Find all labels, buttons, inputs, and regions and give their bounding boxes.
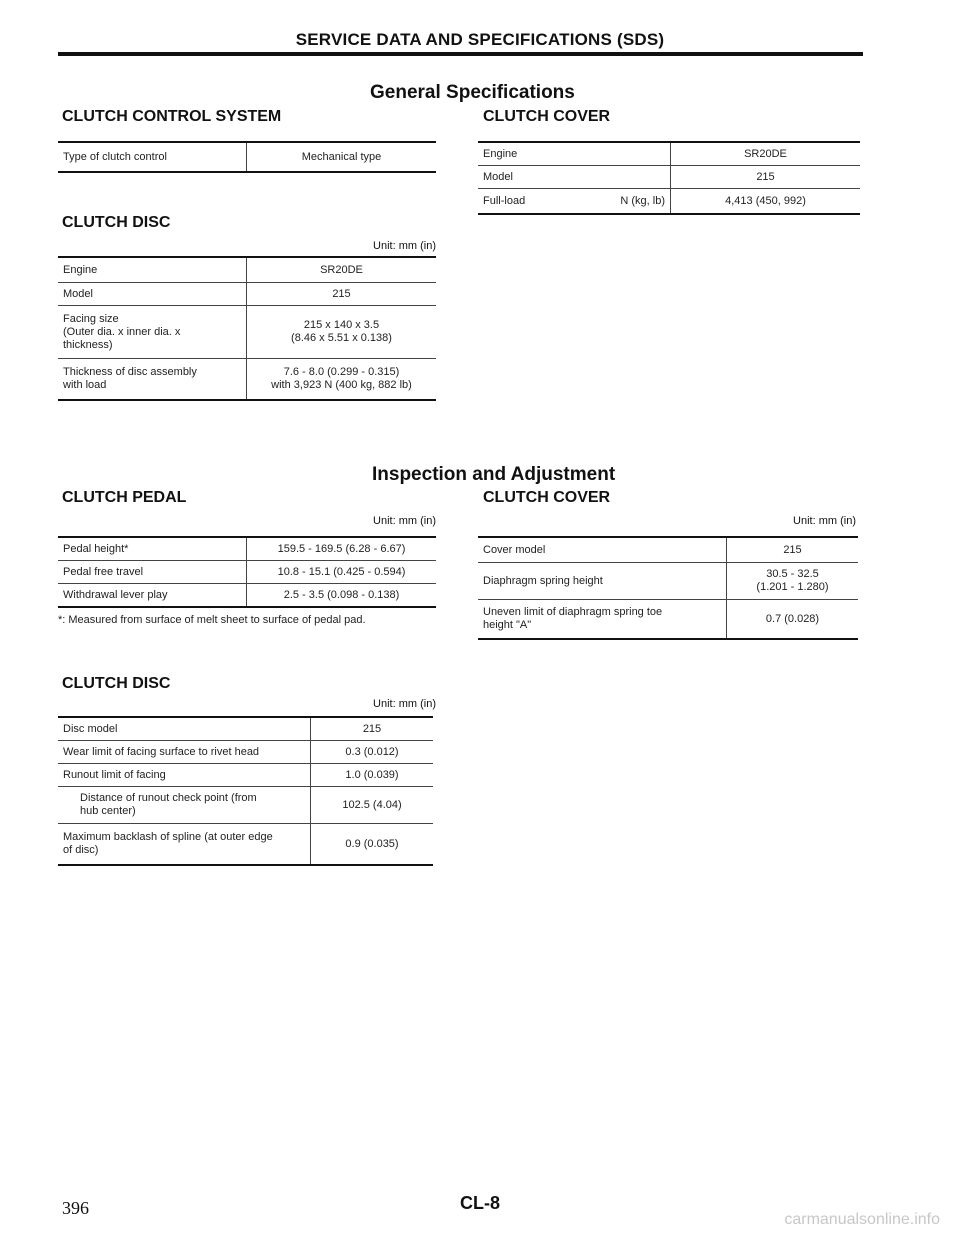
header-rule	[58, 52, 863, 56]
general-clutch-disc-table	[58, 256, 436, 401]
table-row	[58, 764, 433, 787]
inspection-clutch-disc-table	[58, 716, 433, 866]
table-row	[58, 561, 436, 584]
row-unit: N (kg, lb)	[620, 194, 665, 207]
row-label: Pedal free travel	[58, 561, 247, 584]
clutch-pedal-title: CLUTCH PEDAL	[62, 489, 187, 506]
general-clutch-disc-unit: Unit: mm (in)	[373, 240, 436, 252]
row-value: 4,413 (450, 992)	[671, 189, 861, 215]
watermark: carmanualsonline.info	[784, 1211, 940, 1228]
table-row	[58, 824, 433, 866]
row-label: Type of clutch control	[63, 150, 167, 163]
row-value: 215	[727, 537, 859, 563]
clutch-control-table	[58, 141, 436, 173]
row-label: Runout limit of facing	[58, 764, 311, 787]
row-value: 215	[671, 166, 861, 189]
table-row	[478, 563, 858, 600]
row-label-text: Full-load	[483, 194, 526, 207]
general-clutch-cover-title: CLUTCH COVER	[483, 108, 611, 125]
table-row	[478, 142, 860, 166]
inspection-clutch-cover-table	[478, 536, 858, 640]
table-row	[58, 537, 436, 561]
row-label: Wear limit of facing surface to rivet head	[58, 741, 311, 764]
row-value: 7.6 - 8.0 (0.299 - 0.315) with 3,923 N (400 kg, 882 lb)	[247, 359, 437, 401]
inspection-clutch-disc-title: CLUTCH DISC	[62, 675, 171, 692]
clutch-control-system-title: CLUTCH CONTROL SYSTEM	[62, 108, 282, 125]
row-label	[478, 142, 671, 166]
table-row	[58, 359, 436, 401]
row-label-text: Model	[483, 170, 513, 183]
row-value: 1.0 (0.039)	[311, 764, 434, 787]
inspection-clutch-cover-title: CLUTCH COVER	[483, 489, 611, 506]
row-label: Withdrawal lever play	[63, 588, 168, 601]
row-value: 30.5 - 32.5 (1.201 - 1.280)	[727, 563, 859, 600]
row-label: Engine	[58, 257, 247, 283]
row-label: Cover model	[478, 537, 727, 563]
table-row	[58, 717, 433, 741]
row-label: Distance of runout check point (from hub center)	[58, 787, 311, 824]
row-label: Uneven limit of diaphragm spring toe height "A"	[483, 606, 663, 631]
table-row	[58, 142, 436, 172]
inspection-clutch-disc-unit: Unit: mm (in)	[373, 698, 436, 710]
table-row	[58, 257, 436, 283]
table-row	[478, 537, 858, 563]
general-clutch-cover-table	[478, 141, 860, 215]
row-value: Mechanical type	[247, 142, 437, 172]
row-label: Thickness of disc assembly with load	[63, 366, 197, 391]
row-value: SR20DE	[247, 257, 437, 283]
row-value: 0.9 (0.035)	[311, 824, 434, 866]
row-value: 215	[247, 283, 437, 306]
general-specifications-title: General Specifications	[370, 82, 575, 103]
clutch-pedal-footnote: *: Measured from surface of melt sheet to surface of pedal pad.	[58, 614, 366, 626]
page-number: 396	[62, 1198, 89, 1218]
table-row	[478, 189, 860, 215]
row-label: Disc model	[58, 717, 311, 741]
row-label	[478, 189, 671, 215]
row-label: Pedal height*	[58, 537, 247, 561]
row-label: Maximum backlash of spline (at outer edge of disc)	[63, 831, 273, 856]
table-row	[58, 306, 436, 359]
row-value: 159.5 - 169.5 (6.28 - 6.67)	[247, 537, 437, 561]
row-label	[478, 166, 671, 189]
row-label-text: Engine	[483, 147, 518, 160]
general-clutch-disc-title: CLUTCH DISC	[62, 214, 171, 231]
row-value: 0.3 (0.012)	[311, 741, 434, 764]
table-row	[58, 584, 436, 608]
clutch-pedal-unit: Unit: mm (in)	[373, 515, 436, 527]
table-row	[58, 787, 433, 824]
row-label: Model	[58, 283, 247, 306]
page-header: SERVICE DATA AND SPECIFICATIONS (SDS)	[295, 30, 665, 49]
table-row	[478, 600, 858, 640]
row-value: 0.7 (0.028)	[727, 600, 859, 640]
row-value: 102.5 (4.04)	[311, 787, 434, 824]
row-value: 10.8 - 15.1 (0.425 - 0.594)	[247, 561, 437, 584]
row-value: 215	[311, 717, 434, 741]
row-value: SR20DE	[671, 142, 861, 166]
clutch-pedal-table	[58, 536, 436, 608]
inspection-adjustment-title: Inspection and Adjustment	[372, 464, 616, 485]
table-row	[478, 166, 860, 189]
row-value: 215 x 140 x 3.5 (8.46 x 5.51 x 0.138)	[247, 306, 437, 359]
page-code: CL-8	[460, 1193, 500, 1213]
table-row	[58, 741, 433, 764]
inspection-clutch-cover-unit: Unit: mm (in)	[793, 515, 856, 527]
row-label: Facing size (Outer dia. x inner dia. x thickness)	[58, 306, 247, 359]
row-label: Diaphragm spring height	[478, 563, 727, 600]
row-value: 2.5 - 3.5 (0.098 - 0.138)	[247, 584, 437, 608]
table-row	[58, 283, 436, 306]
